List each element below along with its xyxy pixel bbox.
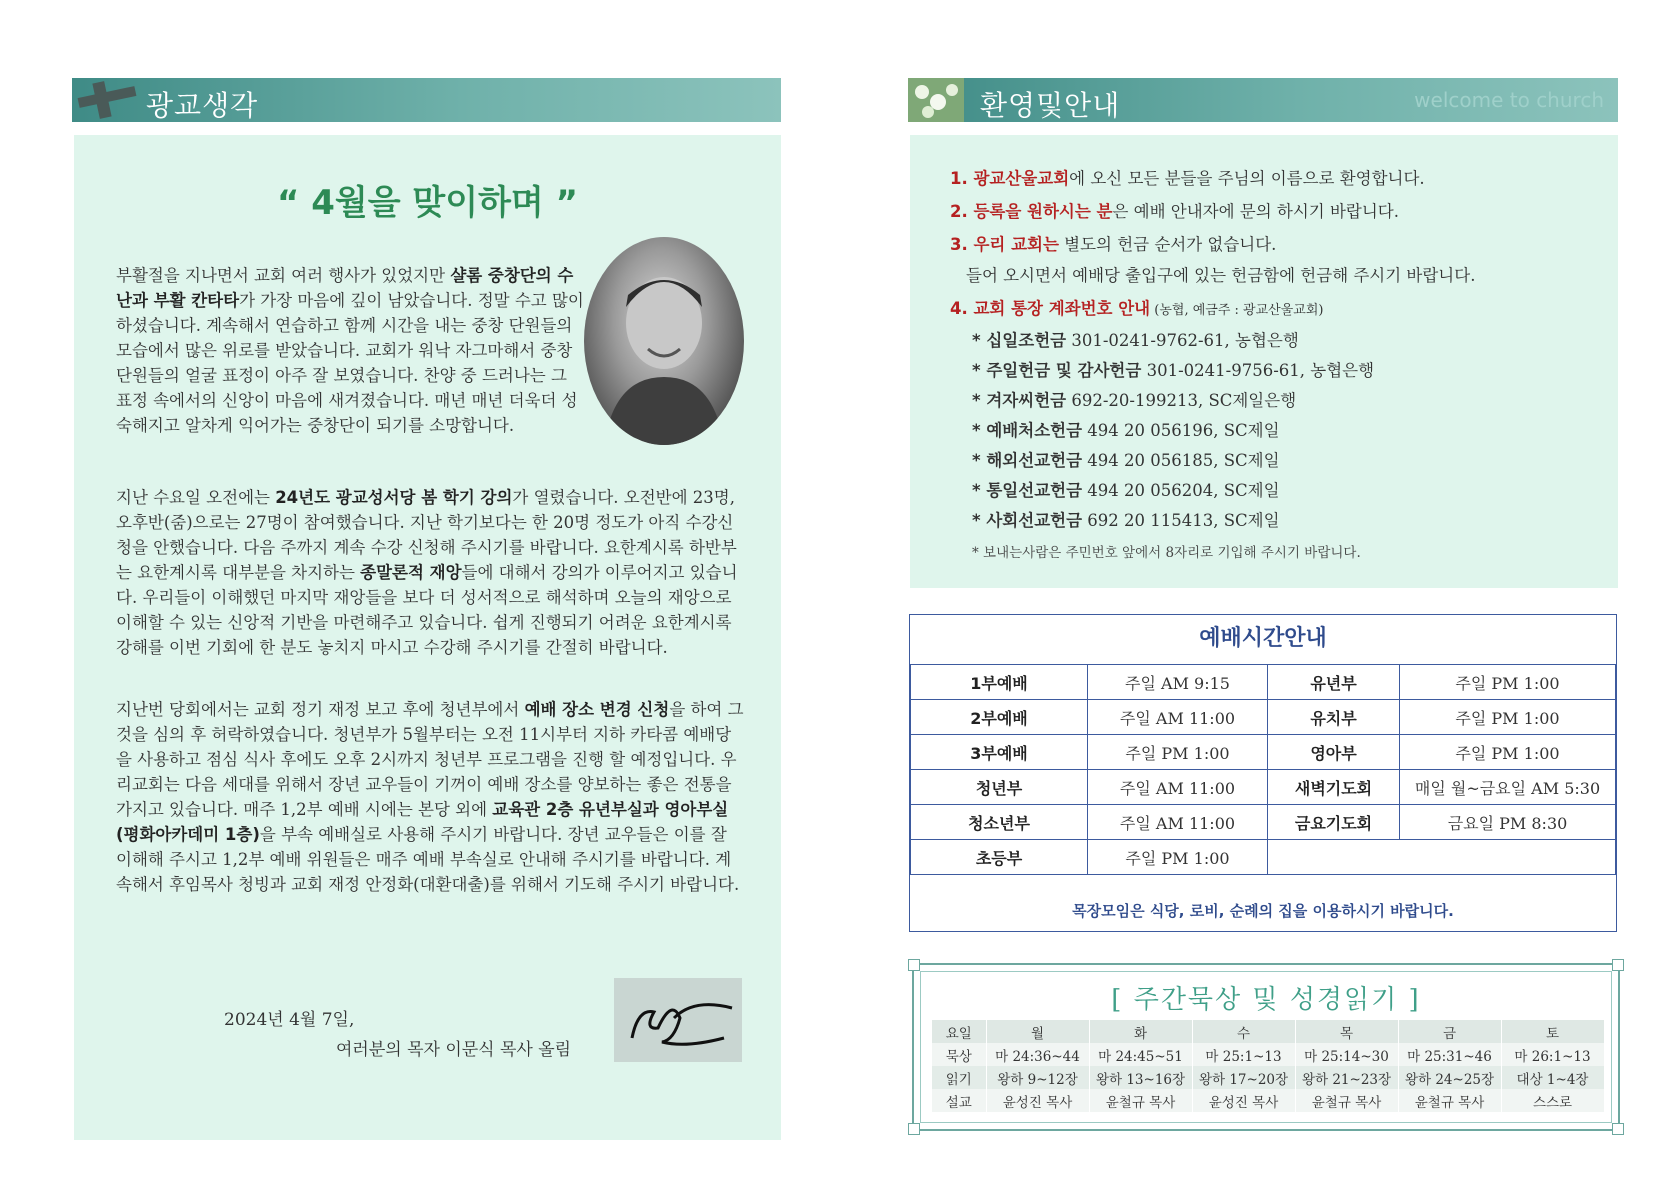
service-time: 주일 PM 1:00 bbox=[1088, 735, 1268, 770]
service-name: 유치부 bbox=[1268, 700, 1400, 735]
welcome-panel bbox=[910, 135, 1618, 588]
account-note: * 보내는사람은 주민번호 앞에서 8자리로 기입해 주시기 바랍니다. bbox=[972, 545, 1361, 561]
account-row: * 통일선교헌금 494 20 056204, SC제일 bbox=[972, 481, 1280, 500]
weekly-cell: 왕하 17~20장 bbox=[1192, 1066, 1295, 1089]
service-time: 주일 AM 11:00 bbox=[1088, 770, 1268, 805]
service-row bbox=[911, 665, 1616, 700]
weekly-cell: 마 26:1~13 bbox=[1501, 1043, 1604, 1066]
weekly-cell: 왕하 21~23장 bbox=[1295, 1066, 1398, 1089]
account-row: * 사회선교헌금 692 20 115413, SC제일 bbox=[972, 511, 1280, 530]
left-section-header bbox=[72, 78, 781, 122]
service-name: 청년부 bbox=[911, 770, 1088, 805]
service-times-table bbox=[910, 664, 1616, 875]
service-name: 유년부 bbox=[1268, 665, 1400, 700]
service-row bbox=[911, 700, 1616, 735]
weekly-row-label: 읽기 bbox=[932, 1066, 986, 1089]
welcome-header-subtitle: welcome to church bbox=[1414, 88, 1604, 112]
weekly-cell: 마 24:45~51 bbox=[1089, 1043, 1192, 1066]
weekday-header: 토 bbox=[1501, 1020, 1604, 1043]
weekly-row bbox=[932, 1043, 1604, 1066]
weekday-header: 수 bbox=[1192, 1020, 1295, 1043]
weekly-cell: 윤철규 목사 bbox=[1398, 1089, 1501, 1112]
weekly-cell: 마 25:1~13 bbox=[1192, 1043, 1295, 1066]
service-time: 주일 PM 1:00 bbox=[1088, 840, 1268, 875]
weekly-table bbox=[932, 1020, 1605, 1112]
weekly-cell: 마 25:14~30 bbox=[1295, 1043, 1398, 1066]
column-title: “ 4월을 맞이하며 ” bbox=[277, 183, 578, 223]
left-header-title: 광교생각 bbox=[146, 89, 259, 122]
account-row: * 주일헌금 및 감사헌금 301-0241-9756-61, 농협은행 bbox=[972, 361, 1375, 380]
account-row: * 십일조헌금 301-0241-9762-61, 농협은행 bbox=[972, 331, 1299, 350]
service-name: 금요기도회 bbox=[1268, 805, 1400, 840]
weekly-row bbox=[932, 1066, 1604, 1089]
weekly-row-label: 묵상 bbox=[932, 1043, 986, 1066]
service-name: 영아부 bbox=[1268, 735, 1400, 770]
weekly-cell: 왕하 24~25장 bbox=[1398, 1066, 1501, 1089]
empty-cell bbox=[1268, 840, 1616, 875]
service-time: 매일 월~금요일 AM 5:30 bbox=[1400, 770, 1616, 805]
welcome-item: 1. 광교산울교회에 오신 모든 분들을 주님의 이름으로 환영합니다. bbox=[950, 169, 1425, 188]
portrait-figure bbox=[584, 237, 744, 445]
weekly-cell: 윤철규 목사 bbox=[1089, 1089, 1192, 1112]
cross-icon bbox=[72, 78, 142, 122]
service-time: 주일 AM 9:15 bbox=[1088, 665, 1268, 700]
service-name: 2부예배 bbox=[911, 700, 1088, 735]
weekly-cell: 윤성진 목사 bbox=[1192, 1089, 1295, 1112]
weekday-header: 목 bbox=[1295, 1020, 1398, 1043]
service-row bbox=[911, 735, 1616, 770]
weekly-cell: 대상 1~4장 bbox=[1501, 1066, 1604, 1089]
service-name: 3부예배 bbox=[911, 735, 1088, 770]
service-times-footer: 목장모임은 식당, 로비, 순례의 집을 이용하시기 바랍니다. bbox=[1072, 902, 1454, 920]
weekly-cell: 마 25:31~46 bbox=[1398, 1043, 1501, 1066]
service-time: 주일 AM 11:00 bbox=[1088, 700, 1268, 735]
account-row: * 예배처소헌금 494 20 056196, SC제일 bbox=[972, 421, 1280, 440]
service-time: 금요일 PM 8:30 bbox=[1400, 805, 1616, 840]
service-name: 1부예배 bbox=[911, 665, 1088, 700]
frame-corner bbox=[1612, 959, 1624, 971]
weekly-row bbox=[932, 1089, 1604, 1112]
weekly-cell: 마 24:36~44 bbox=[986, 1043, 1089, 1066]
service-times-title: 예배시간안내 bbox=[1199, 626, 1327, 651]
handwritten-signature bbox=[614, 978, 742, 1062]
weekly-title: [ 주간묵상 및 성경읽기 ] bbox=[1111, 985, 1421, 1015]
weekly-row-label: 설교 bbox=[932, 1089, 986, 1112]
weekly-reading-box bbox=[912, 963, 1620, 1131]
weekday-header: 요일 bbox=[932, 1020, 986, 1043]
weekday-header: 월 bbox=[986, 1020, 1089, 1043]
service-time: 주일 PM 1:00 bbox=[1400, 665, 1616, 700]
account-row: * 해외선교헌금 494 20 056185, SC제일 bbox=[972, 451, 1280, 470]
weekday-header: 금 bbox=[1398, 1020, 1501, 1043]
service-row bbox=[911, 840, 1616, 875]
welcome-item: 들어 오시면서 예배당 출입구에 있는 헌금함에 헌금해 주시기 바랍니다. bbox=[966, 266, 1476, 285]
flower-icon bbox=[908, 78, 964, 122]
weekday-header: 화 bbox=[1089, 1020, 1192, 1043]
service-time: 주일 PM 1:00 bbox=[1400, 735, 1616, 770]
service-time: 주일 PM 1:00 bbox=[1400, 700, 1616, 735]
account-row: * 겨자씨헌금 692-20-199213, SC제일은행 bbox=[972, 391, 1297, 410]
welcome-section-header bbox=[908, 78, 1618, 122]
service-name: 새벽기도회 bbox=[1268, 770, 1400, 805]
weekly-cell: 윤철규 목사 bbox=[1295, 1089, 1398, 1112]
weekly-cell: 왕하 13~16장 bbox=[1089, 1066, 1192, 1089]
pastor-portrait bbox=[584, 237, 744, 445]
service-name: 청소년부 bbox=[911, 805, 1088, 840]
paragraph-session: 지난번 당회에서는 교회 정기 재정 보고 후에 청년부에서 예배 장소 변경 신청을 하여 그것을 심의 후 허락하였습니다. 청년부가 5월부터는 오전 11시부터 지하 카타콤 예배당을 사용하고 점심 식사 후에도 오후 2시까지 청년부 프로그램을 진행 할 예정입니다. 우리교회는 다음 세대를 위해서 장년 교우들이 기꺼이 예배 장소를 양보하는 좋은 전통을 가지고 있습니다. 매주 1,2부 예배 시에는 본당 외에 교육관 2층 유년부실과 영아부실(평화아카데미 1층)을 부속 예배실로 사용해 주시기 바랍니다. 장년 교우들은 이를 잘 이해해 주시고 1,2부 예배 위원들은 매주 예배 부속실로 안내해 주시기를 바랍니다. 계속해서 후임목사 청빙과 교회 재정 안정화(대환대출)를 위해서 기도해 주시기 바랍니다. bbox=[116, 700, 744, 894]
letter-signature-line: 여러분의 목자 이문식 목사 올림 bbox=[336, 1040, 572, 1060]
welcome-item: 2. 등록을 원하시는 분은 예배 안내자에 문의 하시기 바랍니다. bbox=[950, 202, 1399, 221]
paragraph-easter: 부활절을 지나면서 교회 여러 행사가 있었지만 샬롬 중창단의 수난과 부활 칸타타가 가장 마음에 깊이 남았습니다. 정말 수고 많이 하셨습니다. 계속해서 연습하고 함께 시간을 내는 중창 단원들의 모습에서 많은 위로를 받았습니다. 교회가 워낙 자그마해서 중창 단원들의 얼굴 표정이 아주 잘 보였습니다. 찬양 중 드러나는 그 표정 속에서의 신앙이 마음에 새겨졌습니다. 매년 매년 더욱더 성숙해지고 알차게 익어가는 중창단이 되기를 소망합니다. bbox=[116, 266, 584, 435]
weekly-cell: 왕하 9~12장 bbox=[986, 1066, 1089, 1089]
service-row bbox=[911, 805, 1616, 840]
weekly-cell: 스스로 bbox=[1501, 1089, 1604, 1112]
letter-date: 2024년 4월 7일, bbox=[224, 1010, 355, 1030]
paragraph-lecture: 지난 수요일 오전에는 24년도 광교성서당 봄 학기 강의가 열렸습니다. 오전반에 23명, 오후반(줌)으로는 27명이 참여했습니다. 지난 학기보다는 한 20명 정도가 아직 수강신청을 안했습니다. 다음 주까지 계속 수강 신청해 주시기를 바랍니다. 요한계시록 하반부는 요한계시록 대부분을 차지하는 종말론적 재앙들에 대해서 강의가 이루어지고 있습니다. 우리들이 이해했던 마지막 재앙들을 보다 더 성서적으로 해석하며 오늘의 재앙으로 이해할 수 있는 신앙적 기반을 마련해주고 있습니다. 쉽게 진행되기 어려운 요한계시록 강해를 이번 기회에 한 분도 놓치지 마시고 수강해 주시기를 간절히 바랍니다. bbox=[116, 488, 738, 657]
weekly-header-row bbox=[932, 1020, 1604, 1043]
service-name: 초등부 bbox=[911, 840, 1088, 875]
service-row bbox=[911, 770, 1616, 805]
welcome-item: 4. 교회 통장 계좌번호 안내 (농협, 예금주 : 광교산울교회) bbox=[950, 299, 1324, 318]
frame-corner bbox=[1612, 1123, 1624, 1135]
pastor-column-panel bbox=[74, 135, 781, 1140]
frame-corner bbox=[908, 1123, 920, 1135]
welcome-header-title: 환영및안내 bbox=[980, 89, 1121, 122]
frame-corner bbox=[908, 959, 920, 971]
service-time: 주일 AM 11:00 bbox=[1088, 805, 1268, 840]
weekly-cell: 윤성진 목사 bbox=[986, 1089, 1089, 1112]
welcome-item: 3. 우리 교회는 별도의 헌금 순서가 없습니다. bbox=[950, 235, 1277, 254]
service-times-box bbox=[909, 614, 1617, 932]
